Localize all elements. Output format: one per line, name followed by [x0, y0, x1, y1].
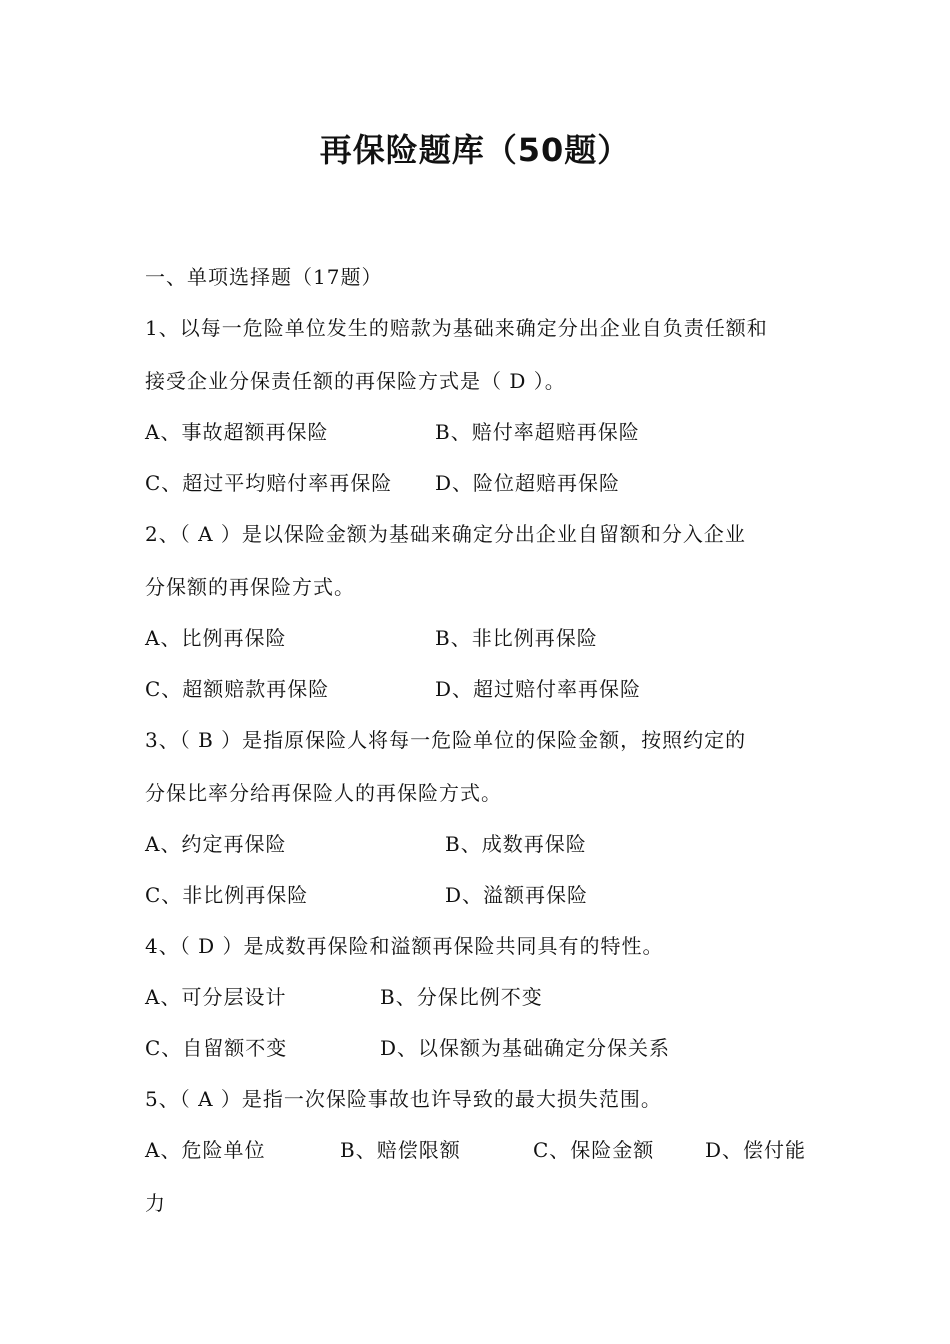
question-3-text-line-2: 分保比率分给再保险人的再保险方式。	[145, 781, 502, 805]
question-1-option-a: A、事故超额再保险	[145, 420, 329, 444]
question-5-option-c: C、保险金额	[533, 1138, 655, 1162]
question-3-option-b: B、成数再保险	[445, 832, 587, 856]
question-5-option-d-wrap: 力	[145, 1191, 166, 1215]
question-1-option-c: C、超过平均赔付率再保险	[145, 471, 393, 495]
question-2-option-d: D、超过赔付率再保险	[435, 677, 642, 701]
question-5-option-b: B、赔偿限额	[340, 1138, 461, 1162]
question-4-option-d: D、以保额为基础确定分保关系	[380, 1036, 671, 1060]
question-1-option-d: D、险位超赔再保险	[435, 471, 621, 495]
question-4-text: 4、（ D ）是成数再保险和溢额再保险共同具有的特性。	[145, 934, 664, 958]
question-5-text: 5、（ A ）是指一次保险事故也许导致的最大损失范围。	[145, 1087, 662, 1111]
question-3-option-d: D、溢额再保险	[445, 883, 589, 907]
question-5-option-d: D、偿付能	[705, 1138, 807, 1162]
question-5-option-a: A、危险单位	[145, 1138, 266, 1162]
question-2-text-line-1: 2、（ A ）是以保险金额为基础来确定分出企业自留额和分入企业	[145, 522, 746, 546]
question-1-option-b: B、赔付率超赔再保险	[435, 420, 640, 444]
question-3-option-c: C、非比例再保险	[145, 883, 309, 907]
section-heading: 一、单项选择题（17题）	[145, 265, 383, 289]
question-1-text-line-1: 1、以每一危险单位发生的赔款为基础来确定分出企业自负责任额和	[145, 316, 768, 340]
question-2-text-line-2: 分保额的再保险方式。	[145, 575, 355, 599]
question-3-option-a: A、约定再保险	[145, 832, 287, 856]
question-3-text-line-1: 3、（ B ）是指原保险人将每一危险单位的保险金额，按照约定的	[145, 728, 747, 752]
question-2-option-c: C、超额赔款再保险	[145, 677, 330, 701]
question-4-option-c: C、自留额不变	[145, 1036, 288, 1060]
question-2-option-a: A、比例再保险	[145, 626, 287, 650]
question-2-option-b: B、非比例再保险	[435, 626, 598, 650]
page-title: 再保险题库（50题）	[319, 131, 631, 169]
question-4-option-a: A、可分层设计	[145, 985, 287, 1009]
question-1-text-line-2: 接受企业分保责任额的再保险方式是（ D ）。	[145, 369, 566, 393]
question-4-option-b: B、分保比例不变	[380, 985, 543, 1009]
